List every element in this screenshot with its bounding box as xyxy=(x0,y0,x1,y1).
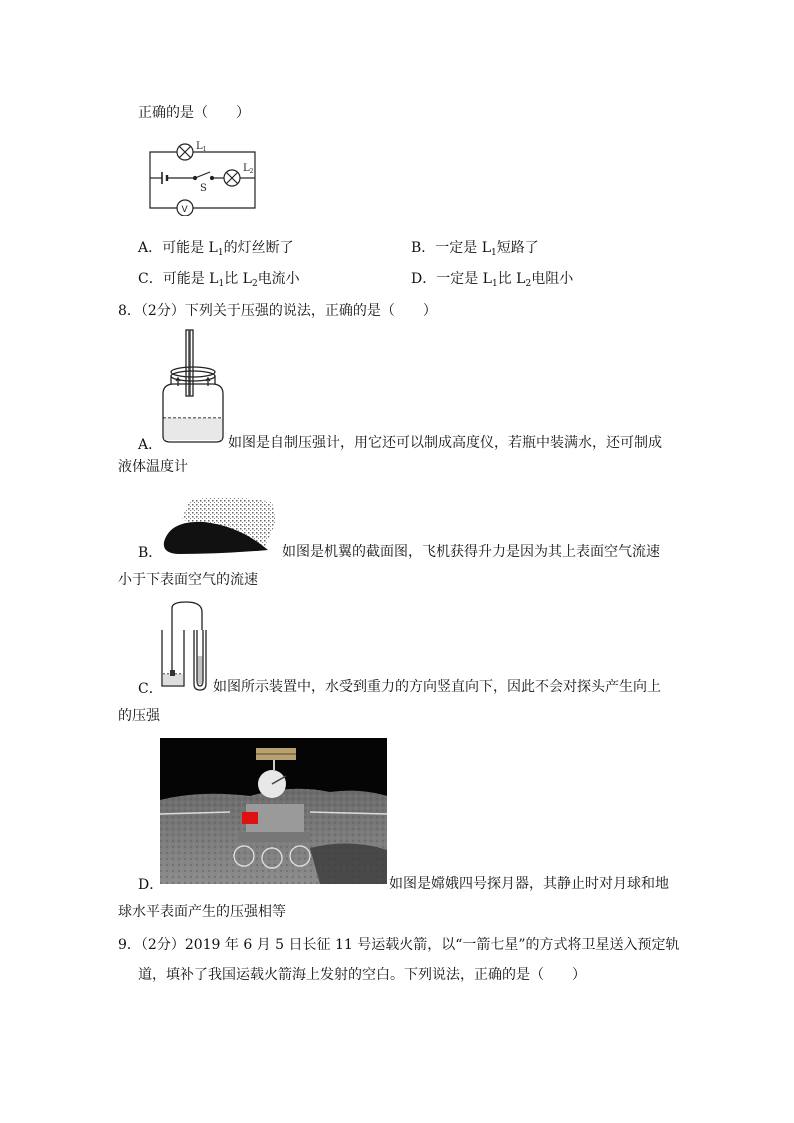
q7-option-b: B．一定是 $L_1$短路了 xyxy=(411,240,539,258)
label-voltmeter: V xyxy=(181,205,188,215)
q9-stem-line1: 9．（2分）2019 年 6 月 5 日长征 11 号运载火箭，以“一箭七星”的方式将卫星送入预定轨 xyxy=(118,937,680,953)
q8-option-d-letter: D． xyxy=(138,877,164,893)
q8-option-c-letter: C． xyxy=(138,681,163,697)
airfoil-icon xyxy=(160,492,280,560)
label-switch: S xyxy=(200,183,207,194)
pressure-bottle-icon xyxy=(160,328,226,446)
q8-option-d-line2: 球水平表面产生的压强相等 xyxy=(118,904,286,920)
q9-stem-line2: 道，填补了我国运载火箭海上发射的空白。下列说法，正确的是（ ） xyxy=(138,967,586,983)
q8-option-c-line2: 的压强 xyxy=(118,708,160,724)
q7-option-c: C．可能是 $L_1$比 $L_2$电流小 xyxy=(138,271,300,289)
q8-option-d-line1: 如图是嫦娥四号探月器，其静止时对月球和地 xyxy=(389,876,669,892)
q7-stem-tail: 正确的是（ ） xyxy=(138,105,250,121)
label-l2: $L_2$ xyxy=(243,163,254,175)
q8-option-b-line1: 如图是机翼的截面图，飞机获得升力是因为其上表面空气流速 xyxy=(282,544,660,560)
q7-option-a: A．可能是 $L_1$的灯丝断了 xyxy=(138,240,294,258)
q7-option-d: D．一定是 $L_1$比 $L_2$电阻小 xyxy=(411,271,574,289)
q8-option-b-line2: 小于下表面空气的流速 xyxy=(118,572,258,588)
q8-option-a-line1: 如图是自制压强计，用它还可以制成高度仪，若瓶中装满水，还可制成 xyxy=(228,435,662,451)
q8-option-a-line2: 液体温度计 xyxy=(118,459,188,475)
q8-stem: 8．（2分）下列关于压强的说法，正确的是（ ） xyxy=(118,303,437,319)
manometer-icon xyxy=(158,600,212,692)
q8-option-c-line1: 如图所示装置中，水受到重力的方向竖直向下，因此不会对探头产生向上 xyxy=(213,679,661,695)
q8-option-a-letter: A． xyxy=(138,437,163,453)
circuit-diagram xyxy=(140,138,265,216)
lunar-rover-photo xyxy=(160,738,387,884)
q8-option-b-letter: B． xyxy=(138,545,163,561)
label-l1: $L_1$ xyxy=(196,141,207,153)
